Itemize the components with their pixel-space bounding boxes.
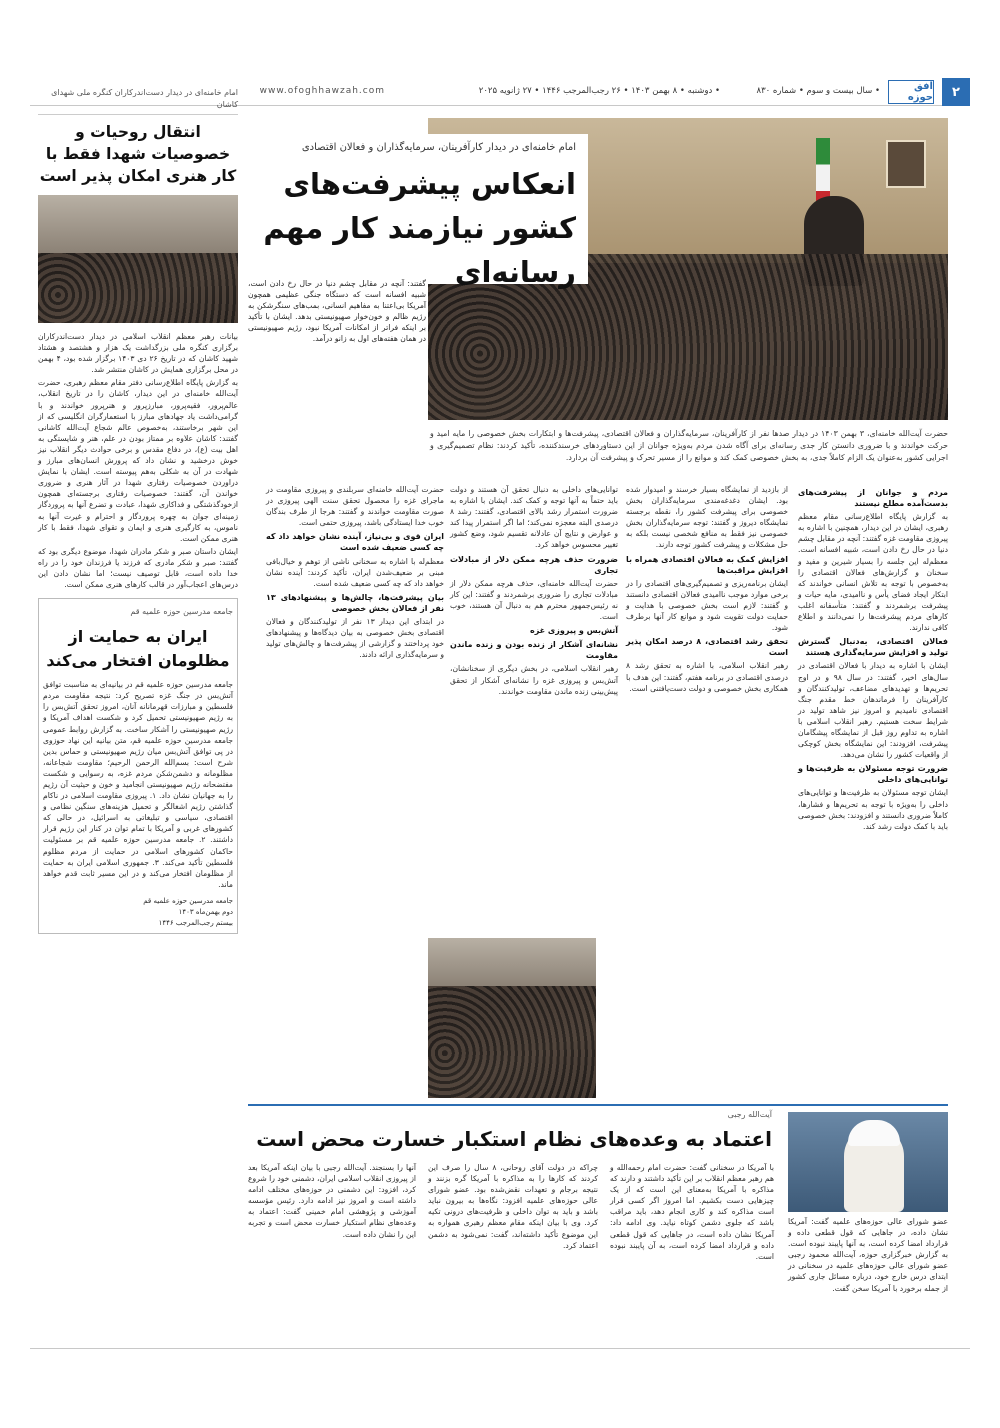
- col3-text2: حضرت آیت‌الله خامنه‌ای، حذف هرچه ممکن دلار از مبادلات تجاری را ضروری برشمردند و گفتند: این کار نه رئیس‌جمهور محترم هم به دنبال آن هستند، خوب است.: [450, 578, 618, 622]
- col2-subhead2: تحقق رشد اقتصادی، ۸ درصد امکان پذیر است: [626, 637, 789, 658]
- date-info: • دوشنبه • ۸ بهمن ۱۴۰۳ • ۲۶ رجب‌المرجب ۱۴۴۶ • ۲۷ ژانویه ۲۰۲۵: [478, 86, 720, 96]
- main-article-hero: [248, 118, 948, 420]
- side-article2-signature3: بیستم رجب‌المرجب ۱۴۴۶: [158, 919, 233, 928]
- side-article2: [38, 598, 238, 934]
- col3-subhead2: آتش‌بس و پیروزی غزه: [529, 626, 618, 636]
- side-article1-photo: [38, 195, 238, 323]
- col4-subhead2: بیان پیشرفت‌ها، چالش‌ها و پیشنهادهای ۱۳ نفر از فعالان بخش خصوصی: [266, 592, 444, 613]
- col1-subhead3: ضرورت توجه مسئولان به ظرفیت‌ها و توانایی‌های داخلی: [798, 764, 948, 785]
- bottom-article-col3: چراکه در دولت آقای روحانی، ۸ سال را صرف این کردند که کارها را به مذاکره با آمریکا گره بزنند و نتیجه برجام و تعهدات نقض‌شده بود. عضو شورای عالی حوزه‌های علمیه افزود: نگاه‌ها به بیرون نباید باشد و باید به توان داخلی و ظرفیت‌های درونی تکیه کرد. وی با بیان اینکه مقام معظم رهبری همواره به این موضوع تأکید داشته‌اند، گفت: نمی‌شود به دشمن اعتماد کرد.: [428, 1163, 598, 1250]
- sidebar-column: [38, 84, 238, 1342]
- col1-subhead1: مردم و جوانان از پیشرفت‌های بدست‌آمده مطلع نیستند: [798, 488, 948, 509]
- col2-text1: از بازدید از نمایشگاه بسیار خرسند و امیدوار شده بود. ایشان دغدغه‌مندی سرمایه‌گذاران بخش خصوصی برای پیشرفت کشور را، نقطه برجسته نمایشگاه دیروز و گفتند: توجه سرمایه‌گذاران بخش خصوصی نیز فقط به منافع شخصی نیست بلکه به حل مشکلات و پیشرفت کشور توجه دارند.: [626, 485, 788, 550]
- side-article1-body2: به گزارش پایگاه اطلاع‌رسانی دفتر مقام معظم رهبری، حضرت آیت‌الله خامنه‌ای در این دیدار، کاشان را در تاریخ انقلاب، عالم‌پرور، فقیه‌پرور، مبارزپرور و هنرپرور خواندند و با گرامی‌داشت یاد جهادهای مبارز با استعمارگران انگلیسی که از این شهر برخاستند، به‌خصوص عالم شجاع آیت‌الله کاشانی گفتند: کاشان علاوه بر ممتاز بودن در علم، هنر و شایستگی به اهل بیت (ع)، در دفاع مقدس و برخی حوادث دیگر انقلاب نیز خوش درخشید و نشان داد که پرورش انسان‌های مبارز و شهادت در آن به شکلی به‌هم پیوسته است. ایشان با نمایش دراوردن خصوصیات رفتاری شهدا در آثار هنری و ضروری خواندن آن، گفتند: خصوصیات رفتاری برجسته‌ای همچون ازخودگذشتگی و فداکاری شهدا، عبادت و تضرع آنها به پروردگار زمینه‌ای جوان به چهره پروردگار و احترام و غیرت آنها به ناموس، به کارگیری هنری و ایمان و تقوای شهدا، فقط با کار هنری ممکن است.: [38, 378, 238, 543]
- col1-text2: ایشان با اشاره به دیدار با فعالان اقتصادی در سال‌های اخیر، گفتند: در سال ۹۸ و در اوج تحریم‌ها و تهدیدهای مضاعف، تولیدکنندگان و کارآفرینان را فرماندهان خط مقدم جنگ اقتصادی نامیدیم و امروز نیز شاهد تولید در شرایط سخت هستیم. رهبر انقلاب اسلامی با اشاره به تداوم روز قبل از نمایشگاه پیشگامان پیشرفت، افزودند: این نمایشگاه بخش کوچکی از واقعیات کشور را نشان می‌دهد.: [798, 661, 948, 760]
- col3-subhead3: نشانه‌ای آشکار از زنده بودن و زنده ماندن مقاومت: [450, 640, 618, 661]
- col1-text3: ایشان توجه مسئولان به ظرفیت‌ها و توانایی‌های داخلی را به‌ویژه با توجه به تحریم‌ها و فشارها، کاملاً ضروری دانستند و افزودند: بخش خصوصی باید با کمک دولت رشد کند.: [798, 788, 948, 831]
- turban-shape: [848, 1120, 900, 1146]
- col4-text2: معظم‌له با اشاره به سخنانی ناشی از توهم و خیال‌بافی مبنی بر ضعیف‌شدن ایران، تأکید کردند: آینده نشان خواهد داد که چه کسی ضعیف شده است.: [266, 556, 444, 588]
- side-article2-kicker: جامعه مدرسین حوزه علمیه قم: [130, 607, 233, 617]
- main-article-col2: [626, 484, 788, 1096]
- page-footer-rule: [30, 1348, 970, 1349]
- col3-subhead1: ضرورت حذف هرچه ممکن دلار از مبادلات تجاری: [450, 554, 618, 575]
- col4-text1: حضرت آیت‌الله خامنه‌ای سربلندی و پیروزی مقاومت در ماجرای غزه را محصول تحقق سنت الهی پیروزی در صورت مقاومت خواندند و گفتند: هرجا از طرف بندگان خوب خدا ایستادگی باشد، پیروزی حتمی است.: [266, 485, 444, 528]
- main-article-title: انعکاس پیشرفت‌های کشور نیازمند کار مهم رسانه‌ای: [263, 167, 576, 289]
- side-article2-signature2: دوم بهمن‌ماه ۱۴۰۳: [178, 908, 233, 917]
- portrait-frame: [886, 140, 926, 188]
- col2-subhead1: افزایش کمک به فعالان اقتصادی همراه با افزایش مراقبت‌ها: [626, 554, 788, 575]
- col4-subhead1: ایران قوی و بی‌نیاز، آینده نشان خواهد داد که چه کسی ضعیف شده است: [266, 532, 444, 553]
- page-number: ۲: [942, 78, 970, 106]
- col2-text3: رهبر انقلاب اسلامی، با اشاره به تحقق رشد ۸ درصدی اقتصادی در برنامه هفتم، گفتند: این هدف با همکاری بخش خصوصی و دولت دست‌یافتنی است.: [626, 661, 788, 693]
- bottom-article-photo: [788, 1112, 948, 1212]
- col3-text3: رهبر انقلاب اسلامی، در بخش دیگری از سخنانشان، آتش‌بس و پیروزی غزه را نشانه‌ای آشکار از تحقق پیش‌بینی زنده ماندن مقاومت خواندند.: [450, 664, 618, 696]
- website-link[interactable]: www.ofoghhawzah.com: [259, 86, 385, 96]
- col1-text1: به گزارش پایگاه اطلاع‌رسانی مقام معظم رهبری، ایشان در این دیدار، همچنین با اشاره به پیروزی مقاومت غزه گفتند: آنچه در مقابل چشم دنیا در حال رخ دادن است، شبیه افسانه است. معظم‌له این جلسه را بسیار شیرین و مفید و سخنان و گزارش‌های فعالان اقتصادی را به‌خصوص با توجه به تلاش انسانی خواندند که ابتکار ایجاد فضای یأس و ناامیدی، مایه حیات و پیشرفت برشمردند و گفتند: متأسفانه اغلب کارهای مردم پیشرفت‌ها را نمی‌دانند و اطلاع کافی ندارند.: [798, 512, 948, 633]
- main-article-audience-photo: [428, 938, 596, 1098]
- bottom-article: [248, 1104, 948, 1342]
- main-article-col4: [266, 484, 444, 1096]
- side-article1-body3: ایشان داستان صبر و شکر مادران شهدا، موضوع دیگری بود که گفتند: صبر و شکر مادری که فرزند یا فرزندان خود را در راه خدا داده است، قابل توصیف نیست؛ اما نشان دادن این درس‌های اعجاب‌آور در قالب کارهای هنری ممکن است.: [38, 546, 238, 590]
- main-article-kicker: امام خامنه‌ای در دیدار کارآفرینان، سرمایه‌گذاران و فعالان اقتصادی: [301, 142, 576, 153]
- bottom-article-col4: آنها را بسنجند. آیت‌الله رجبی با بیان اینکه آمریکا بعد از پیروزی انقلاب اسلامی ایران، دشمنی خود را شروع کرد، افزود: این دشمنی در حوزه‌های مختلف ادامه داشته است و امروز نیز ادامه دارد. رئیس مؤسسه آموزشی و پژوهشی امام خمینی گفت: اعتماد به وعده‌های نظام استکبار خسارت محض است و تجربه این را نشان داده است.: [248, 1163, 416, 1239]
- issue-info: • سال بیست و سوم • شماره ۸۳۰: [756, 86, 880, 96]
- side-article2-title: ایران به حمایت از مظلومان افتخار می‌کند: [46, 627, 230, 671]
- main-article-caption: حضرت آیت‌الله خامنه‌ای، ۳ بهمن ۱۴۰۳ در دیدار صدها نفر از کارآفرینان، سرمایه‌گذاران و فعالان اقتصادی، پیشرفت‌ها و ابتکارات بخش خصوصی را مایه امید و حرکت خواندند و با ضروری دانستن کار جدی رسانه‌ای برای آگاه شدن مردم به‌ویژه جوانان از این دستاوردهای خرسندکننده، تأکید کردند: نظام تصمیم‌گیری و اجرایی کشور به‌عنوان یک الزام کاملاً جدی، به بخش خصوصی کمک کند و موانع را از مسیر تحرک و پیشرفت آن بردارد.: [430, 429, 948, 462]
- col2-text2: ایشان برنامه‌ریزی و تصمیم‌گیری‌های اقتصادی را در برخی موارد موجب ناامیدی فعالان اقتصادی دانستند و گفتند: لازم است بخش خصوصی با هدایت و حمایت دولت تقویت شود و موانع کار آنها برطرف شود.: [626, 578, 788, 633]
- bottom-article-title: اعتماد به وعده‌های نظام استکبار خسارت محض است: [256, 1127, 772, 1151]
- side-article1-kicker: امام خامنه‌ای در دیدار دست‌اندرکاران کنگره ملی شهدای کاشان: [38, 84, 238, 115]
- side-article2-signature1: جامعه مدرسین حوزه علمیه قم: [143, 896, 233, 905]
- side-article1-body1: بیانات رهبر معظم انقلاب اسلامی در دیدار دست‌اندرکاران برگزاری کنگره ملی بزرگداشت یک هزار و هشتصد و هشتاد شهید کاشان که در تاریخ ۲۶ دی ۱۴۰۳ برگزار شده بود، ۴ بهمن در محل برگزاری همایش در کاشان منتشر شد.: [38, 332, 238, 375]
- main-article-col1: [798, 484, 948, 1096]
- main-article-col4-top: گفتند: آنچه در مقابل چشم دنیا در حال رخ دادن است، شبیه افسانه است که دستگاه جنگی عظیمی همچون آمریکا بی‌اعتنا به مفاهیم انسانی، بمب‌های سنگرشکن به رژیم ظالم و خون‌خوار صهیونیستی بدهد. ایشان با تأکید بر اینکه فراتر از امکانات آمریکا نبود، رژیم صهیونیستی در همان هفته‌های اول به زانو درآمد.: [248, 279, 426, 344]
- logo: افق حوزه: [888, 80, 934, 104]
- side-article2-body: جامعه مدرسین حوزه علمیه قم در بیانیه‌ای به مناسبت توافق آتش‌بس در جنگ غزه تصریح کرد: نتیجه مقاومت مردم فلسطین و مبارزات قهرمانانه آنان، امروز تحقق آتش‌بس را به رژیم صهیونیستی تحمیل کرد و شکست اهداف آمریکا و رژیم صهیونیستی را آشکار ساخت. به گزارش روابط عمومی جامعه مدرسین حوزه علمیه قم، متن بیانیه این نهاد حوزوی در پی توافق آتش‌بس میان رژیم صهیونیستی و حماس بدین شرح است: بسم‌الله الرحمن الرحیم؛ مقاومت شجاعانه، مظلومانه و دشمن‌شکن مردم غزه، به رسوایی و شکست مفتضحانه رژیم صهیونیستی انجامید و خون و حیثیت آن رژیم را به جهانیان نشان داد. ۱. پیروزی مقاومت اسلامی در ناکام گذاشتن رژیم اشغالگر و تحمیل هزینه‌های سنگین نظامی و اقتصادی، سیاسی و تبلیغاتی به اسرائیل، در حالی که کشورهای غربی و آمریکا با تمام توان در کنار این رژیم قرار داشتند. ۲. جامعه مدرسین حوزه علمیه قم بر مسئولیت حاکمان کشورهای اسلامی در حمایت از مردم مظلوم فلسطین تأکید می‌کند. ۳. جمهوری اسلامی ایران به حمایت از مظلومان افتخار می‌کند و در این مسیر ثابت قدم خواهد ماند.: [43, 680, 233, 889]
- col3-text1: توانایی‌های داخلی به دنبال تحقق آن هستند و دولت باید حتماً به آنها توجه و کمک کند. ایشان با اشاره به ضرورت استمرار رشد بالای اقتصادی، گفتند: رشد ۸ درصدی البته معجزه نمی‌کند؛ اما اگر استمرار پیدا کند و عوارض و نتایج آن عادلانه تقسیم شود، وضع کشور تغییر محسوس خواهد کرد.: [450, 485, 618, 550]
- bottom-article-col2: با آمریکا در سخنانی گفت: حضرت امام رحمه‌الله و هم رهبر معظم انقلاب بر این تأکید داشتند و دارند که مذاکره با آمریکا به‌معنای این است که از یک چیزهایی دست بکشیم. اما امروز اگر کسی قرار است مذاکره کند و کاری انجام دهد، باید مراقب باشد که جلوی دشمن کوتاه نیاید. وی ادامه داد: آمریکا نشان داده است، در جاهایی که قول قطعی داده و قرارداد امضا کرده است، به آن پایبند نبوده است.: [610, 1163, 774, 1261]
- bottom-article-kicker: آیت‌الله رجبی: [727, 1110, 772, 1119]
- side-article1-title: انتقال روحیات و خصوصیات شهدا فقط با کار هنری امکان پذیر است: [39, 123, 237, 185]
- col1-subhead2: فعالان اقتصادی، به‌دنبال گسترش تولید و افزایش سرمایه‌گذاری هستند: [798, 637, 948, 658]
- col4-text3: در ابتدای این دیدار ۱۳ نفر از تولیدکنندگان و فعالان اقتصادی بخش خصوصی به بیان دیدگاه‌ها و پیشنهادهای خود پرداختند و گزارشی از پیشرفت‌ها و چالش‌های تولید و سرمایه‌گذاری ارائه دادند.: [266, 617, 444, 660]
- main-article-titlebox: [248, 134, 588, 289]
- bottom-article-col1: عضو شورای عالی حوزه‌های علمیه گفت: آمریکا نشان داده، در جاهایی که قول قطعی داده و قرارداد امضا کرده است، به آنها پایبند نبوده است. به گزارش خبرگزاری حوزه، آیت‌الله محمود رجبی عضو شورای عالی حوزه‌های علمیه در سخنانی در ابتدای درس خارج خود، درباره مسائل جاری کشور از جمله برخورد با آمریکا سخن گفت.: [788, 1217, 948, 1293]
